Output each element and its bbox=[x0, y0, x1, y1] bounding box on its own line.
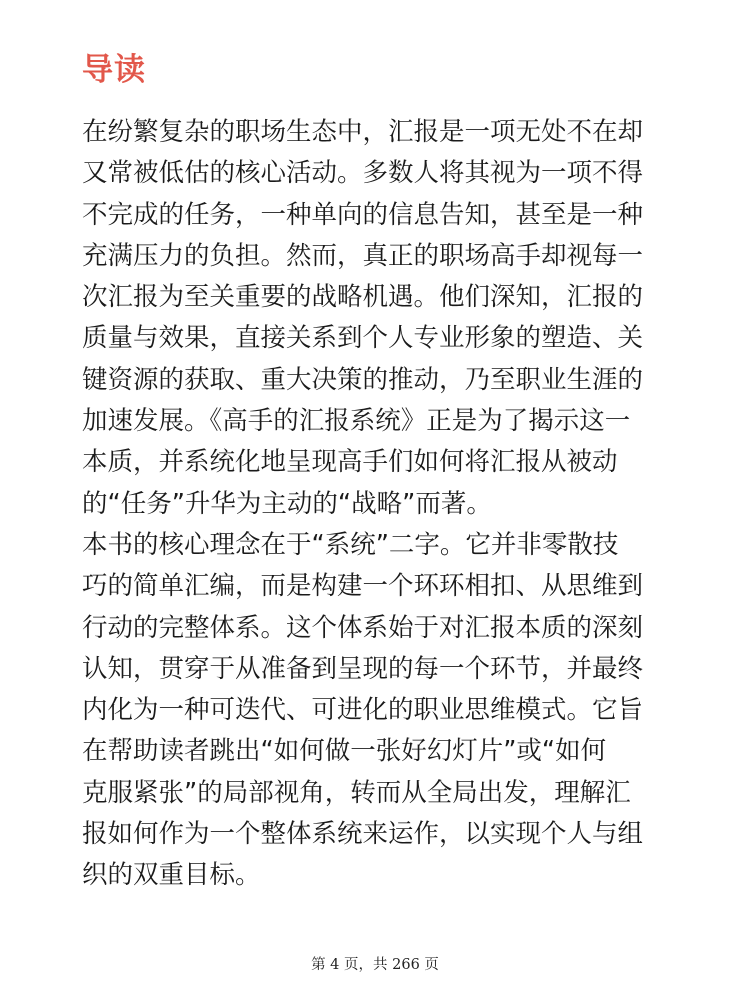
paragraph-line: 在纷繁复杂的职场生态中，汇报是一项无处不在却 bbox=[82, 117, 644, 147]
paragraph-line: 织的双重目标。 bbox=[82, 860, 261, 891]
paragraph-line: 行动的完整体系。这个体系始于对汇报本质的深刻 bbox=[82, 612, 644, 643]
paragraph-line: 在帮助读者跳出“如何做一张好幻灯片”或“如何 bbox=[82, 736, 607, 767]
paragraph-2 bbox=[82, 525, 672, 897]
paragraph-line: 认知，贯穿于从准备到呈现的每一个环节，并最终 bbox=[82, 653, 644, 684]
paragraph-1 bbox=[82, 112, 672, 525]
paragraph-line: 次汇报为至关重要的战略机遇。他们深知，汇报的 bbox=[82, 282, 644, 313]
paragraph-line: 内化为一种可迭代、可进化的职业思维模式。它旨 bbox=[82, 695, 644, 726]
paragraph-line: 本质，并系统化地呈现高手们如何将汇报从被动 bbox=[82, 447, 618, 478]
paragraph-line: 巧的简单汇编，而是构建一个环环相扣、从思维到 bbox=[82, 571, 644, 602]
paragraph-line: 本书的核心理念在于“系统”二字。它并非零散技 bbox=[82, 530, 619, 560]
paragraph-line: 加速发展。《高手的汇报系统》正是为了揭示这一 bbox=[82, 406, 631, 437]
paragraph-line: 的“任务”升华为主动的“战略”而著。 bbox=[82, 488, 492, 519]
paragraph-line: 充满压力的负担。然而，真正的职场高手却视每一 bbox=[82, 240, 644, 271]
paragraph-line: 键资源的获取、重大决策的推动，乃至职业生涯的 bbox=[82, 364, 644, 395]
paragraph-line: 报如何作为一个整体系统来运作，以实现个人与组 bbox=[82, 819, 644, 850]
paragraph-line: 克服紧张”的局部视角，转而从全局出发，理解汇 bbox=[82, 777, 631, 808]
paragraph-line: 不完成的任务，一种单向的信息告知，甚至是一种 bbox=[82, 199, 644, 230]
section-heading: 导读 bbox=[82, 52, 146, 88]
paragraph-line: 又常被低估的核心活动。多数人将其视为一项不得 bbox=[82, 158, 644, 189]
page-number-footer: 第 4 页，共 266 页 bbox=[311, 957, 439, 973]
paragraph-line: 质量与效果，直接关系到个人专业形象的塑造、关 bbox=[82, 323, 644, 354]
